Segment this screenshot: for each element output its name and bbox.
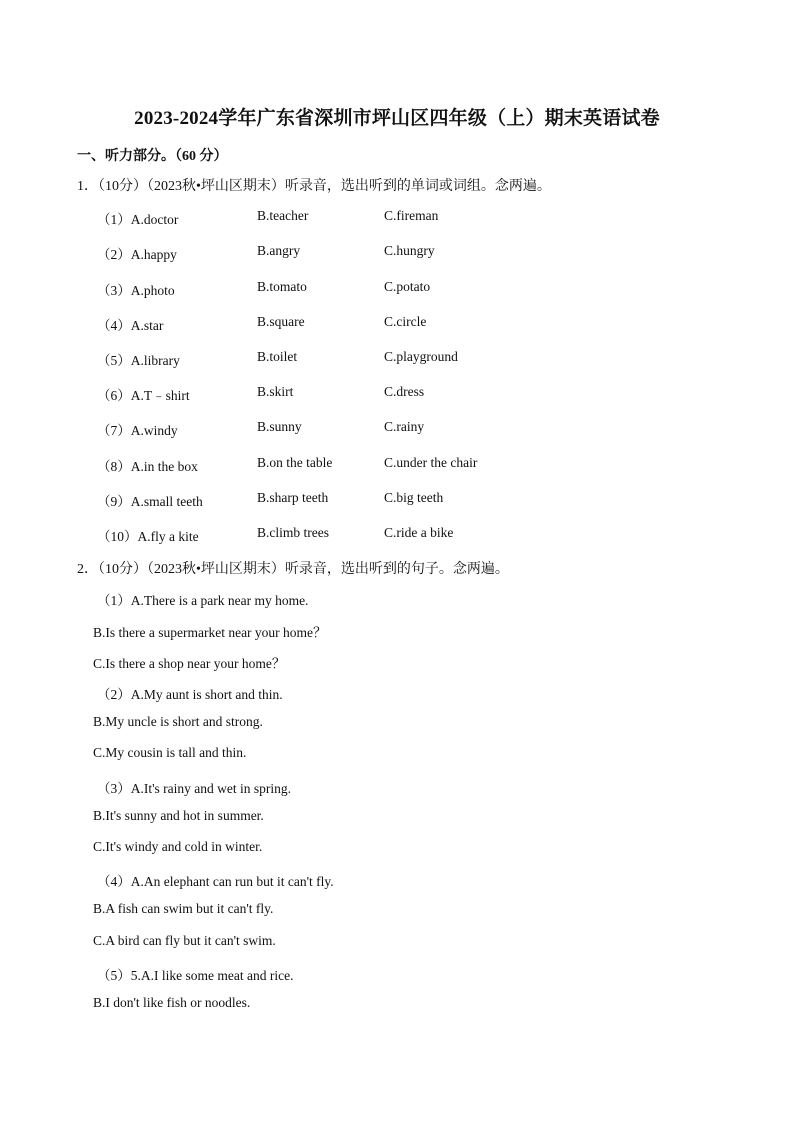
q1-item-3 xyxy=(97,279,697,299)
option-a: （7）A.windy xyxy=(97,423,178,438)
q2-line: C.My cousin is tall and thin. xyxy=(93,745,247,760)
option-c: C.ride a bike xyxy=(384,525,454,540)
q2-line: （5）5.A.I like some meat and rice. xyxy=(97,968,294,983)
option-a: （8）A.in the box xyxy=(97,459,198,474)
option-a: （2）A.happy xyxy=(97,247,177,262)
q2-line: C.Is there a shop near your home？ xyxy=(93,656,286,671)
option-b: B.teacher xyxy=(257,208,309,223)
q2-line: B.My uncle is short and strong. xyxy=(93,714,263,729)
q1-item-2 xyxy=(97,243,697,263)
q1-item-5 xyxy=(97,349,697,369)
option-b: B.sunny xyxy=(257,419,302,434)
q2-line: C.It's windy and cold in winter. xyxy=(93,839,263,854)
q1-item-4 xyxy=(97,314,697,334)
option-c: C.playground xyxy=(384,349,458,364)
question-1-stem: 1．（10分）（2023秋•坪山区期末）听录音，选出听到的单词或词组。念两遍。 xyxy=(77,179,551,194)
question-2-stem: 2．（10分）（2023秋•坪山区期末）听录音，选出听到的句子。念两遍。 xyxy=(77,562,509,577)
option-c: C.fireman xyxy=(384,208,439,223)
q1-item-9 xyxy=(97,490,697,510)
option-c: C.dress xyxy=(384,384,425,399)
option-b: B.on the table xyxy=(257,455,333,470)
option-a: （10）A.fly a kite xyxy=(97,529,199,544)
option-a: （4）A.star xyxy=(97,318,164,333)
q2-line: （3）A.It's rainy and wet in spring. xyxy=(97,781,292,796)
q1-item-10 xyxy=(97,525,697,545)
option-b: B.toilet xyxy=(257,349,298,364)
page-title: 2023-2024学年广东省深圳市坪山区四年级（上）期末英语试卷 xyxy=(134,108,660,129)
option-c: C.circle xyxy=(384,314,427,329)
section-heading: 一、听力部分。（60 分） xyxy=(77,149,228,164)
option-c: C.hungry xyxy=(384,243,435,258)
q1-item-6 xyxy=(97,384,697,404)
option-c: C.big teeth xyxy=(384,490,444,505)
option-b: B.angry xyxy=(257,243,301,258)
option-c: C.potato xyxy=(384,279,431,294)
q2-line: B.It's sunny and hot in summer. xyxy=(93,808,264,823)
q1-item-1 xyxy=(97,208,697,228)
q1-item-7 xyxy=(97,419,697,439)
q1-item-8 xyxy=(97,455,697,475)
option-a: （6）A.T﹣shirt xyxy=(97,388,190,403)
option-b: B.climb trees xyxy=(257,525,329,540)
option-b: B.skirt xyxy=(257,384,294,399)
option-a: （5）A.library xyxy=(97,353,180,368)
q2-line: B.I don't like fish or noodles. xyxy=(93,995,251,1010)
option-a: （9）A.small teeth xyxy=(97,494,203,509)
q2-line: C.A bird can fly but it can't swim. xyxy=(93,933,276,948)
q2-line: B.A fish can swim but it can't fly. xyxy=(93,901,274,916)
option-b: B.tomato xyxy=(257,279,307,294)
q2-line: （2）A.My aunt is short and thin. xyxy=(97,687,283,702)
option-b: B.square xyxy=(257,314,305,329)
option-a: （1）A.doctor xyxy=(97,212,179,227)
option-c: C.rainy xyxy=(384,419,425,434)
option-b: B.sharp teeth xyxy=(257,490,329,505)
q2-line: B.Is there a supermarket near your home？ xyxy=(93,625,327,640)
q2-line: （4）A.An elephant can run but it can't fly. xyxy=(97,874,334,889)
option-a: （3）A.photo xyxy=(97,283,175,298)
q2-line: （1）A.There is a park near my home. xyxy=(97,593,309,608)
option-c: C.under the chair xyxy=(384,455,478,470)
